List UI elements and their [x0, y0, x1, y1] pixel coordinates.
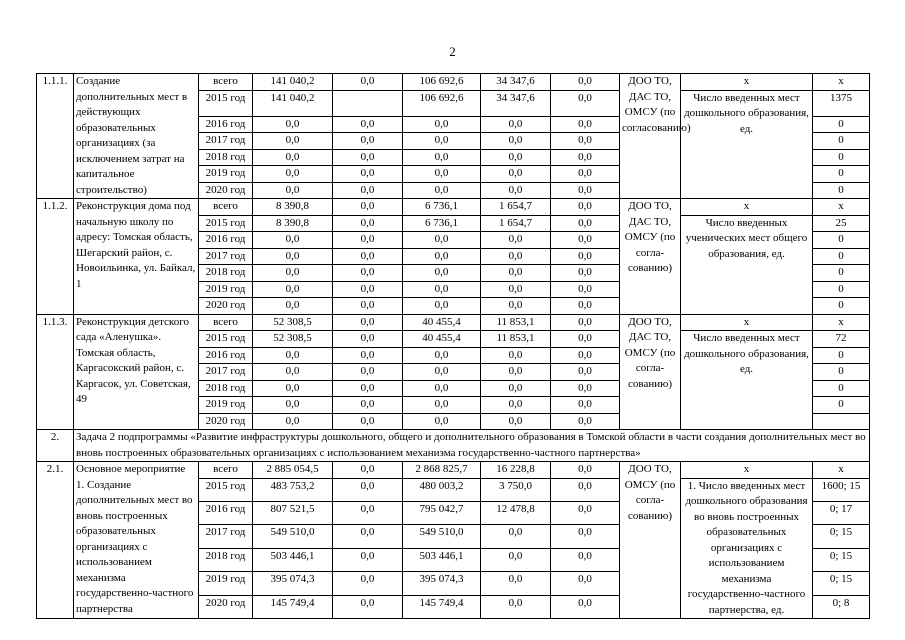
amount-cell: 480 003,2	[403, 478, 481, 501]
amount-cell: 0,0	[333, 462, 403, 479]
indicator-name: 1. Число введенных мест дошкольного образования во вновь построенных образовательных организациях с использованием механизма государственно-частного партнерства, ед.	[681, 478, 813, 619]
amount-cell: 0,0	[551, 397, 620, 414]
indicator-value: 0	[813, 133, 870, 150]
amount-cell: 549 510,0	[403, 525, 481, 548]
amount-cell: 0,0	[333, 74, 403, 91]
amount-cell: 0,0	[551, 501, 620, 524]
task-code: 2.	[37, 430, 74, 462]
amount-cell: 8 390,8	[253, 215, 333, 232]
amount-cell: 0,0	[551, 364, 620, 381]
amount-cell: 0,0	[333, 380, 403, 397]
period-cell: 2019 год	[199, 572, 253, 595]
task-text: Задача 2 подпрограммы «Развитие инфраструктуры дошкольного, общего и дополнительного образования в Томской области в части создания дополнительных мест во вновь построенных образовательных организациях с использованием механизма государственно-частного партнерства»	[74, 430, 870, 462]
indicator-name: Число введенных мест дошкольного образования, ед.	[681, 331, 813, 430]
amount-cell: 0,0	[253, 116, 333, 133]
amount-cell: 503 446,1	[403, 548, 481, 571]
amount-cell: 503 446,1	[253, 548, 333, 571]
amount-cell: 141 040,2	[253, 74, 333, 91]
period-cell: 2015 год	[199, 90, 253, 116]
amount-cell: 0,0	[481, 397, 551, 414]
amount-cell: 11 853,1	[481, 331, 551, 348]
amount-cell: 1 654,7	[481, 199, 551, 216]
period-cell: 2016 год	[199, 347, 253, 364]
amount-cell: 0,0	[551, 347, 620, 364]
amount-cell: 0,0	[551, 215, 620, 232]
amount-cell: 0,0	[253, 182, 333, 199]
amount-cell: 0,0	[551, 182, 620, 199]
indicator-value: х	[813, 199, 870, 216]
period-cell: 2018 год	[199, 265, 253, 282]
amount-cell: 0,0	[333, 149, 403, 166]
period-cell: 2019 год	[199, 397, 253, 414]
indicator-value: х	[813, 314, 870, 331]
indicator-value: 0; 15	[813, 525, 870, 548]
table-row	[37, 462, 870, 479]
amount-cell: 0,0	[551, 380, 620, 397]
amount-cell: 0,0	[403, 116, 481, 133]
indicator-value: 0; 15	[813, 548, 870, 571]
section-code: 2.1.	[37, 462, 74, 619]
amount-cell: 0,0	[551, 572, 620, 595]
amount-cell: 0,0	[551, 548, 620, 571]
amount-cell: 0,0	[551, 199, 620, 216]
section-code: 1.1.3.	[37, 314, 74, 430]
amount-cell: 0,0	[551, 149, 620, 166]
amount-cell: 0,0	[403, 413, 481, 430]
amount-cell: 0,0	[333, 413, 403, 430]
amount-cell: 0,0	[481, 298, 551, 315]
period-cell: всего	[199, 74, 253, 91]
period-cell: 2015 год	[199, 478, 253, 501]
amount-cell: 0,0	[333, 548, 403, 571]
amount-cell: 6 736,1	[403, 215, 481, 232]
amount-cell: 0,0	[551, 595, 620, 618]
amount-cell: 0,0	[403, 232, 481, 249]
amount-cell: 0,0	[403, 149, 481, 166]
executor-cell: ДОО ТО, ОМСУ (по согла-сованию)	[620, 462, 681, 619]
amount-cell: 34 347,6	[481, 90, 551, 116]
amount-cell: 0,0	[253, 265, 333, 282]
amount-cell: 0,0	[333, 265, 403, 282]
amount-cell: 0,0	[333, 347, 403, 364]
amount-cell	[333, 90, 403, 116]
period-cell: 2018 год	[199, 149, 253, 166]
amount-cell: 0,0	[481, 149, 551, 166]
amount-cell: 0,0	[551, 298, 620, 315]
period-cell: 2017 год	[199, 525, 253, 548]
indicator-value: 0	[813, 298, 870, 315]
amount-cell: 0,0	[551, 90, 620, 116]
amount-cell: 0,0	[481, 413, 551, 430]
amount-cell: 395 074,3	[253, 572, 333, 595]
task-row	[37, 430, 870, 462]
amount-cell: 0,0	[481, 572, 551, 595]
amount-cell: 0,0	[333, 248, 403, 265]
amount-cell: 0,0	[333, 364, 403, 381]
period-cell: 2020 год	[199, 413, 253, 430]
amount-cell: 0,0	[551, 462, 620, 479]
indicator-value: х	[813, 462, 870, 479]
executor-cell: ДОО ТО, ДАС ТО, ОМСУ (по согла-сованию)	[620, 199, 681, 315]
period-cell: 2017 год	[199, 248, 253, 265]
amount-cell: 0,0	[333, 116, 403, 133]
section-name: Реконструкция детского сада «Аленушка». Томская область, Каргасокский район, с. Каргасок, ул. Советская, 49	[74, 314, 199, 430]
amount-cell: 795 042,7	[403, 501, 481, 524]
amount-cell: 141 040,2	[253, 90, 333, 116]
amount-cell: 0,0	[481, 548, 551, 571]
amount-cell: 0,0	[481, 182, 551, 199]
amount-cell: 0,0	[481, 525, 551, 548]
amount-cell: 0,0	[551, 314, 620, 331]
period-cell: 2018 год	[199, 380, 253, 397]
period-cell: 2019 год	[199, 166, 253, 183]
period-cell: 2017 год	[199, 364, 253, 381]
indicator-value: 0	[813, 380, 870, 397]
indicator-value: х	[813, 74, 870, 91]
amount-cell: 0,0	[403, 364, 481, 381]
executor-cell: ДОО ТО, ДАС ТО, ОМСУ (по согла-сованию)	[620, 314, 681, 430]
amount-cell: 0,0	[253, 298, 333, 315]
amount-cell: 0,0	[551, 281, 620, 298]
indicator-value: 0	[813, 364, 870, 381]
amount-cell: 0,0	[333, 397, 403, 414]
amount-cell: 0,0	[403, 397, 481, 414]
amount-cell: 0,0	[333, 166, 403, 183]
amount-cell: 0,0	[481, 248, 551, 265]
indicator-value: 72	[813, 331, 870, 348]
amount-cell: 0,0	[551, 133, 620, 150]
amount-cell: 0,0	[551, 116, 620, 133]
amount-cell: 483 753,2	[253, 478, 333, 501]
amount-cell: 0,0	[333, 595, 403, 618]
amount-cell: 0,0	[333, 133, 403, 150]
section-code: 1.1.2.	[37, 199, 74, 315]
amount-cell: 1 654,7	[481, 215, 551, 232]
amount-cell: 8 390,8	[253, 199, 333, 216]
amount-cell: 0,0	[253, 166, 333, 183]
period-cell: 2016 год	[199, 116, 253, 133]
amount-cell: 34 347,6	[481, 74, 551, 91]
amount-cell: 0,0	[551, 248, 620, 265]
table-row	[37, 314, 870, 331]
amount-cell: 3 750,0	[481, 478, 551, 501]
indicator-value: 0	[813, 149, 870, 166]
amount-cell: 0,0	[403, 281, 481, 298]
amount-cell: 0,0	[481, 281, 551, 298]
indicator-value: 0	[813, 232, 870, 249]
indicator-name: Число введенных мест дошкольного образования, ед.	[681, 90, 813, 199]
indicator-value: 0	[813, 281, 870, 298]
indicator-value: 0	[813, 248, 870, 265]
amount-cell: 0,0	[253, 397, 333, 414]
amount-cell: 40 455,4	[403, 331, 481, 348]
amount-cell: 0,0	[403, 182, 481, 199]
indicator-cell: х	[681, 462, 813, 479]
amount-cell: 0,0	[481, 265, 551, 282]
indicator-value: 0; 15	[813, 572, 870, 595]
amount-cell: 0,0	[253, 232, 333, 249]
amount-cell: 0,0	[333, 572, 403, 595]
indicator-value: 1375	[813, 90, 870, 116]
amount-cell: 0,0	[551, 265, 620, 282]
amount-cell: 0,0	[481, 347, 551, 364]
indicator-name: Число введенных ученических мест общего образования, ед.	[681, 215, 813, 314]
amount-cell: 0,0	[333, 501, 403, 524]
period-cell: 2016 год	[199, 232, 253, 249]
amount-cell: 0,0	[253, 380, 333, 397]
indicator-value: 0	[813, 265, 870, 282]
amount-cell: 145 749,4	[253, 595, 333, 618]
table-row	[37, 199, 870, 216]
amount-cell: 0,0	[333, 215, 403, 232]
page-number: 2	[449, 44, 456, 59]
amount-cell: 0,0	[333, 182, 403, 199]
table-row	[37, 74, 870, 91]
amount-cell: 106 692,6	[403, 74, 481, 91]
indicator-value: 25	[813, 215, 870, 232]
amount-cell: 0,0	[333, 199, 403, 216]
amount-cell: 0,0	[253, 133, 333, 150]
amount-cell: 6 736,1	[403, 199, 481, 216]
period-cell: 2020 год	[199, 595, 253, 618]
amount-cell: 0,0	[333, 331, 403, 348]
amount-cell: 0,0	[253, 364, 333, 381]
amount-cell: 0,0	[403, 265, 481, 282]
amount-cell: 0,0	[481, 364, 551, 381]
amount-cell: 40 455,4	[403, 314, 481, 331]
amount-cell: 0,0	[333, 478, 403, 501]
executor-cell: ДОО ТО, ДАС ТО, ОМСУ (по согласованию)	[620, 74, 681, 199]
indicator-value: 0	[813, 116, 870, 133]
amount-cell: 0,0	[481, 133, 551, 150]
indicator-value: 0	[813, 347, 870, 364]
indicator-value: 0; 8	[813, 595, 870, 618]
period-cell: 2018 год	[199, 548, 253, 571]
amount-cell: 0,0	[551, 232, 620, 249]
indicator-value: 0; 17	[813, 501, 870, 524]
amount-cell: 0,0	[253, 347, 333, 364]
indicator-cell: х	[681, 199, 813, 216]
amount-cell: 52 308,5	[253, 331, 333, 348]
amount-cell: 0,0	[403, 133, 481, 150]
section-code: 1.1.1.	[37, 74, 74, 199]
amount-cell: 52 308,5	[253, 314, 333, 331]
section-name: Основное мероприятие 1. Создание дополнительных мест во вновь построенных образовательных организациях с использованием механизма государственно-частного партнерства	[74, 462, 199, 619]
amount-cell: 0,0	[253, 281, 333, 298]
amount-cell: 0,0	[403, 347, 481, 364]
amount-cell: 0,0	[551, 478, 620, 501]
section-name: Реконструкция дома под начальную школу по адресу: Томская область, Шегарский район, с. Новоильинка, ул. Байкал, 1	[74, 199, 199, 315]
period-cell: 2019 год	[199, 281, 253, 298]
amount-cell: 0,0	[253, 248, 333, 265]
indicator-value	[813, 413, 870, 430]
period-cell: 2016 год	[199, 501, 253, 524]
indicator-cell: х	[681, 314, 813, 331]
amount-cell: 0,0	[551, 525, 620, 548]
period-cell: всего	[199, 199, 253, 216]
amount-cell: 395 074,3	[403, 572, 481, 595]
period-cell: 2015 год	[199, 331, 253, 348]
amount-cell: 0,0	[481, 595, 551, 618]
amount-cell: 106 692,6	[403, 90, 481, 116]
amount-cell: 16 228,8	[481, 462, 551, 479]
indicator-value: 0	[813, 166, 870, 183]
indicator-value: 0	[813, 397, 870, 414]
amount-cell: 0,0	[551, 166, 620, 183]
amount-cell: 0,0	[333, 298, 403, 315]
indicator-cell: х	[681, 74, 813, 91]
amount-cell: 0,0	[403, 248, 481, 265]
period-cell: 2020 год	[199, 182, 253, 199]
period-cell: 2015 год	[199, 215, 253, 232]
indicator-value: 1600; 15	[813, 478, 870, 501]
amount-cell: 549 510,0	[253, 525, 333, 548]
amount-cell: 807 521,5	[253, 501, 333, 524]
amount-cell: 0,0	[253, 149, 333, 166]
amount-cell: 2 885 054,5	[253, 462, 333, 479]
amount-cell: 0,0	[403, 166, 481, 183]
amount-cell: 0,0	[481, 232, 551, 249]
amount-cell: 0,0	[253, 413, 333, 430]
section-name: Создание дополнительных мест в действующих образовательных организациях (за исключением затрат на капитальное строительство)	[74, 74, 199, 199]
amount-cell: 0,0	[403, 298, 481, 315]
amount-cell: 0,0	[481, 166, 551, 183]
period-cell: 2017 год	[199, 133, 253, 150]
amount-cell: 0,0	[481, 380, 551, 397]
period-cell: 2020 год	[199, 298, 253, 315]
period-cell: всего	[199, 314, 253, 331]
amount-cell: 0,0	[481, 116, 551, 133]
amount-cell: 0,0	[551, 74, 620, 91]
amount-cell: 0,0	[403, 380, 481, 397]
amount-cell: 145 749,4	[403, 595, 481, 618]
amount-cell: 0,0	[551, 331, 620, 348]
amount-cell: 0,0	[551, 413, 620, 430]
amount-cell: 12 478,8	[481, 501, 551, 524]
amount-cell: 0,0	[333, 314, 403, 331]
program-table	[36, 73, 870, 619]
indicator-value: 0	[813, 182, 870, 199]
amount-cell: 11 853,1	[481, 314, 551, 331]
period-cell: всего	[199, 462, 253, 479]
amount-cell: 0,0	[333, 525, 403, 548]
amount-cell: 2 868 825,7	[403, 462, 481, 479]
amount-cell: 0,0	[333, 281, 403, 298]
amount-cell: 0,0	[333, 232, 403, 249]
